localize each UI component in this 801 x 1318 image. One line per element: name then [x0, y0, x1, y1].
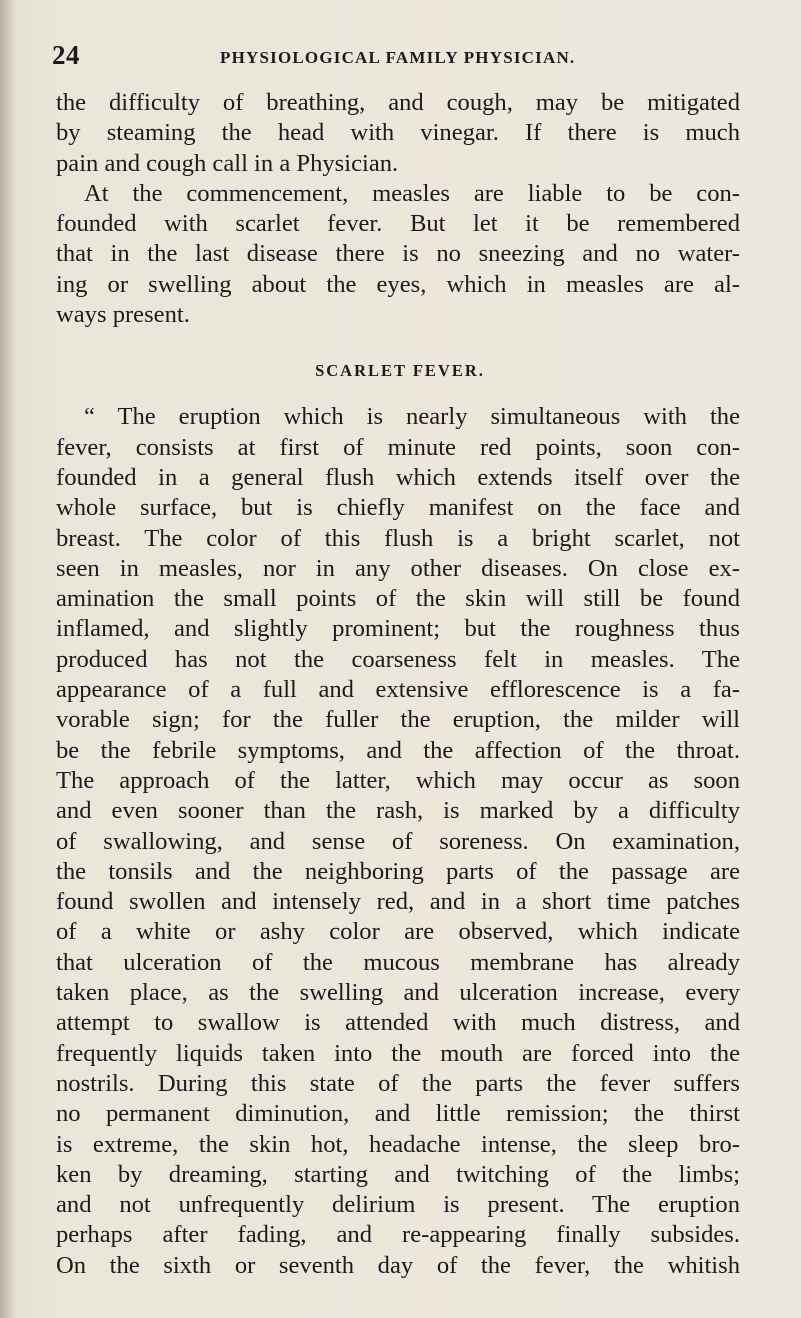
section-heading: SCARLET FEVER. — [315, 361, 485, 381]
text-line: seen in measles, nor in any other diseases. On close ex- — [56, 554, 740, 582]
text-line: attempt to swallow is attended with much distress, and — [56, 1009, 740, 1037]
text-line: founded in a general flush which extends itself over the — [56, 463, 740, 491]
text-line: and not unfrequently delirium is present. The eruption — [56, 1191, 740, 1219]
text-line: The approach of the latter, which may occur as soon — [56, 766, 740, 794]
text-line: no permanent diminution, and little remission; the thirst — [56, 1100, 740, 1128]
text-line: whole surface, but is chiefly manifest on the face and — [56, 494, 740, 522]
text-line: perhaps after fading, and re-appearing finally subsides. — [56, 1221, 740, 1249]
text-line: the difficulty of breathing, and cough, may be mitigated — [56, 89, 740, 116]
text-line: that ulceration of the mucous membrane has already — [56, 948, 740, 976]
text-line: ken by dreaming, starting and twitching of the limbs; — [56, 1160, 740, 1188]
text-line: frequently liquids taken into the mouth are forced into the — [56, 1039, 740, 1067]
text-line: At the commencement, measles are liable to be con- — [84, 179, 740, 207]
text-line: and even sooner than the rash, is marked by a difficulty — [56, 797, 740, 825]
text-line: by steaming the head with vinegar. If there is much — [56, 119, 740, 147]
page-binding-shadow — [0, 0, 14, 1318]
body-text — [56, 88, 740, 1281]
section-body — [56, 402, 740, 1281]
text-line: of swallowing, and sense of soreness. On examination, — [56, 827, 740, 855]
text-line: On the sixth or seventh day of the fever, the whitish — [56, 1251, 740, 1279]
text-line: the tonsils and the neighboring parts of the passage are — [56, 857, 740, 885]
text-line: appearance of a full and extensive efflorescence is a fa- — [56, 676, 740, 704]
text-line: amination the small points of the skin will still be found — [56, 585, 740, 613]
text-line: nostrils. During this state of the parts the fever suffers — [56, 1069, 740, 1097]
text-line: produced has not the coarseness felt in measles. The — [56, 645, 740, 673]
text-line: taken place, as the swelling and ulceration increase, every — [56, 979, 740, 1007]
text-line: be the febrile symptoms, and the affection of the throat. — [56, 736, 740, 764]
text-line: breast. The color of this flush is a bright scarlet, not — [56, 524, 740, 552]
text-line: is extreme, the skin hot, headache intense, the sleep bro- — [56, 1130, 740, 1158]
text-line: ways present. — [56, 301, 190, 329]
text-line: found swollen and intensely red, and in a short time patches — [56, 888, 740, 916]
text-line: that in the last disease there is no sneezing and no water- — [56, 240, 740, 268]
text-line: vorable sign; for the fuller the eruption, the milder will — [56, 706, 740, 734]
text-line: of a white or ashy color are observed, which indicate — [56, 918, 740, 946]
text-line: ing or swelling about the eyes, which in measles are al- — [56, 270, 740, 298]
paragraphs — [56, 88, 740, 330]
text-line: pain and cough call in a Physician. — [56, 149, 399, 177]
text-line: inflamed, and slightly prominent; but the roughness thus — [56, 615, 740, 643]
text-line: founded with scarlet fever. But let it be remembered — [56, 210, 740, 238]
text-line: fever, consists at first of minute red points, soon con- — [56, 433, 740, 461]
page-number: 24 — [52, 40, 80, 70]
text-line: “ The eruption which is nearly simultaneous with the — [84, 403, 740, 431]
running-title: PHYSIOLOGICAL FAMILY PHYSICIAN. — [220, 48, 576, 67]
